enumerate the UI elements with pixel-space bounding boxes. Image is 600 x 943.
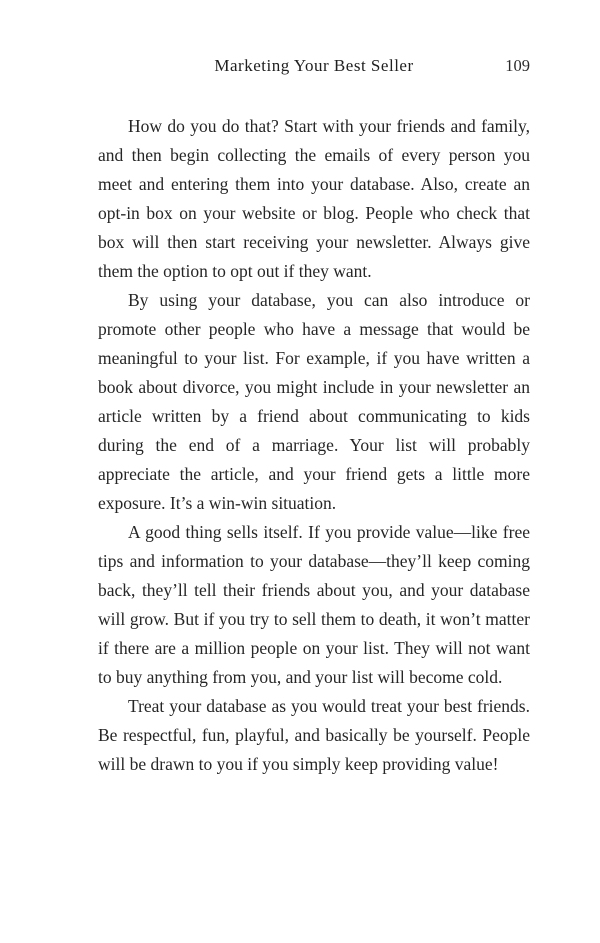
running-title: Marketing Your Best Seller <box>214 56 414 75</box>
paragraph: By using your database, you can also introduce or promote other people who have a message that would be meaningful to your list. For example, if you have written a book about divorce, you might include in your newsletter an article written by a friend about communicating to kids during the end of a marriage. Your list will probably appreciate the article, and your friend gets a little more exposure. It’s a win-win situation. <box>98 290 530 513</box>
page-header <box>98 0 530 80</box>
paragraph: Treat your database as you would treat your best friends. Be respectful, fun, playful, and basically be yourself. People will be drawn to you if you simply keep providing value! <box>98 696 530 774</box>
body-text <box>98 112 530 779</box>
paragraph: A good thing sells itself. If you provide value—like free tips and information to your database—they’ll keep coming back, they’ll tell their friends about you, and your database will grow. But if you try to sell them to death, it won’t matter if there are a million people on your list. They will not want to buy anything from you, and your list will become cold. <box>98 522 530 687</box>
paragraph: How do you do that? Start with your friends and family, and then begin collecting the emails of every person you meet and entering them into your database. Also, create an opt-in box on your website or blog. People who check that box will then start receiving your newsletter. Always give them the option to opt out if they want. <box>98 116 530 281</box>
page-number: 109 <box>505 56 530 75</box>
